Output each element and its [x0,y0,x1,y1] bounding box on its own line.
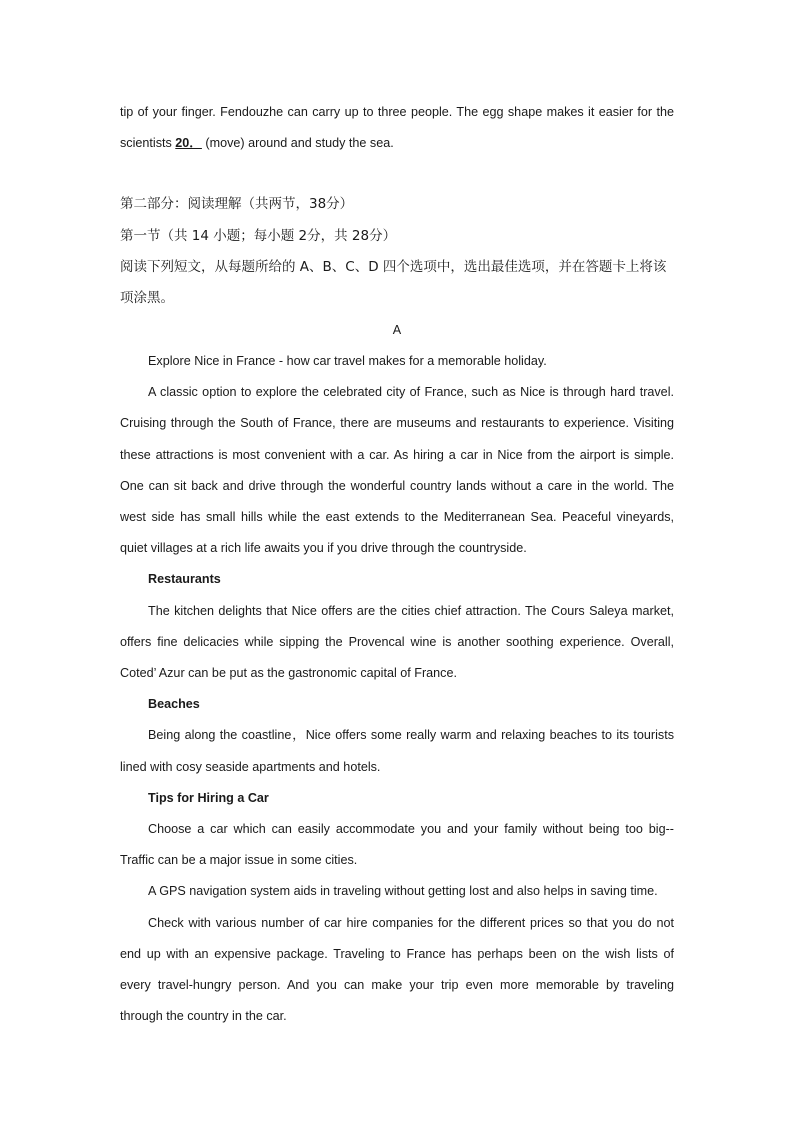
paragraph-line: Coted’ Azur can be put as the gastronomic capital of France. [120,666,457,680]
instruction-line-2: 项涂黑。 [120,290,174,306]
part-heading: 第二部分：阅读理解（共两节，38分） [120,196,354,212]
intro-line-2 [120,135,674,151]
paragraph-line: Check with various number of car hire companies for the different prices so that you do not [148,916,674,930]
intro-line-1: tip of your finger. Fendouzhe can carry up to three people. The egg shape makes it easier for the [120,105,674,119]
paragraph-line: through the country in the car. [120,1009,287,1023]
passage-label: A [392,323,402,337]
paragraph-line: Choose a car which can easily accommodate you and your family without being too big-- [148,822,674,836]
paragraph-line: these attractions is most convenient with a car. As hiring a car in Nice from the airport is simple. [120,448,674,462]
intro-line-2-end: (move) around and study the sea. [201,136,394,150]
paragraph-line: One can sit back and drive through the wonderful country lands without a care in the world. The [120,479,674,493]
paragraph-line: every travel-hungry person. And you can make your trip even more memorable by traveling [120,978,674,992]
heading-restaurants: Restaurants [148,572,221,586]
heading-tips: Tips for Hiring a Car [148,791,269,805]
intro-line-2-start: scientists [120,136,176,150]
paragraph-line: lined with cosy seaside apartments and hotels. [120,760,381,774]
passage-title: Explore Nice in France - how car travel makes for a memorable holiday. [148,354,547,368]
paragraph-line: quiet villages at a rich life awaits you if you drive through the countryside. [120,541,527,555]
paragraph-line: A GPS navigation system aids in traveling without getting lost and also helps in saving time. [148,884,658,898]
paragraph-line: end up with an expensive package. Traveling to France has perhaps been on the wish lists of [120,947,674,961]
blank-20: 20． [175,136,202,150]
paragraph-line: A classic option to explore the celebrated city of France, such as Nice is through hard travel. [148,385,674,399]
paragraph-line: Cruising through the South of France, there are museums and restaurants to experience. Visiting [120,416,674,430]
heading-beaches: Beaches [148,697,200,711]
section-heading: 第一节（共 14 小题；每小题 2分，共 28分） [120,228,397,244]
paragraph-line: Being along the coastline，Nice offers some really warm and relaxing beaches to its tourists [148,728,674,742]
paragraph-line: Traffic can be a major issue in some cities. [120,853,358,867]
paragraph-line: The kitchen delights that Nice offers are the cities chief attraction. The Cours Saleya market, [148,604,674,618]
paragraph-line: offers fine delicacies while sipping the Provencal wine is another soothing experience. Overall, [120,635,674,649]
paragraph-line: west side has small hills while the east extends to the Mediterranean Sea. Peaceful vineyards, [120,510,674,524]
instruction-line-1: 阅读下列短文，从每题所给的 A、B、C、D 四个选项中，选出最佳选项，并在答题卡上将该 [120,259,667,275]
